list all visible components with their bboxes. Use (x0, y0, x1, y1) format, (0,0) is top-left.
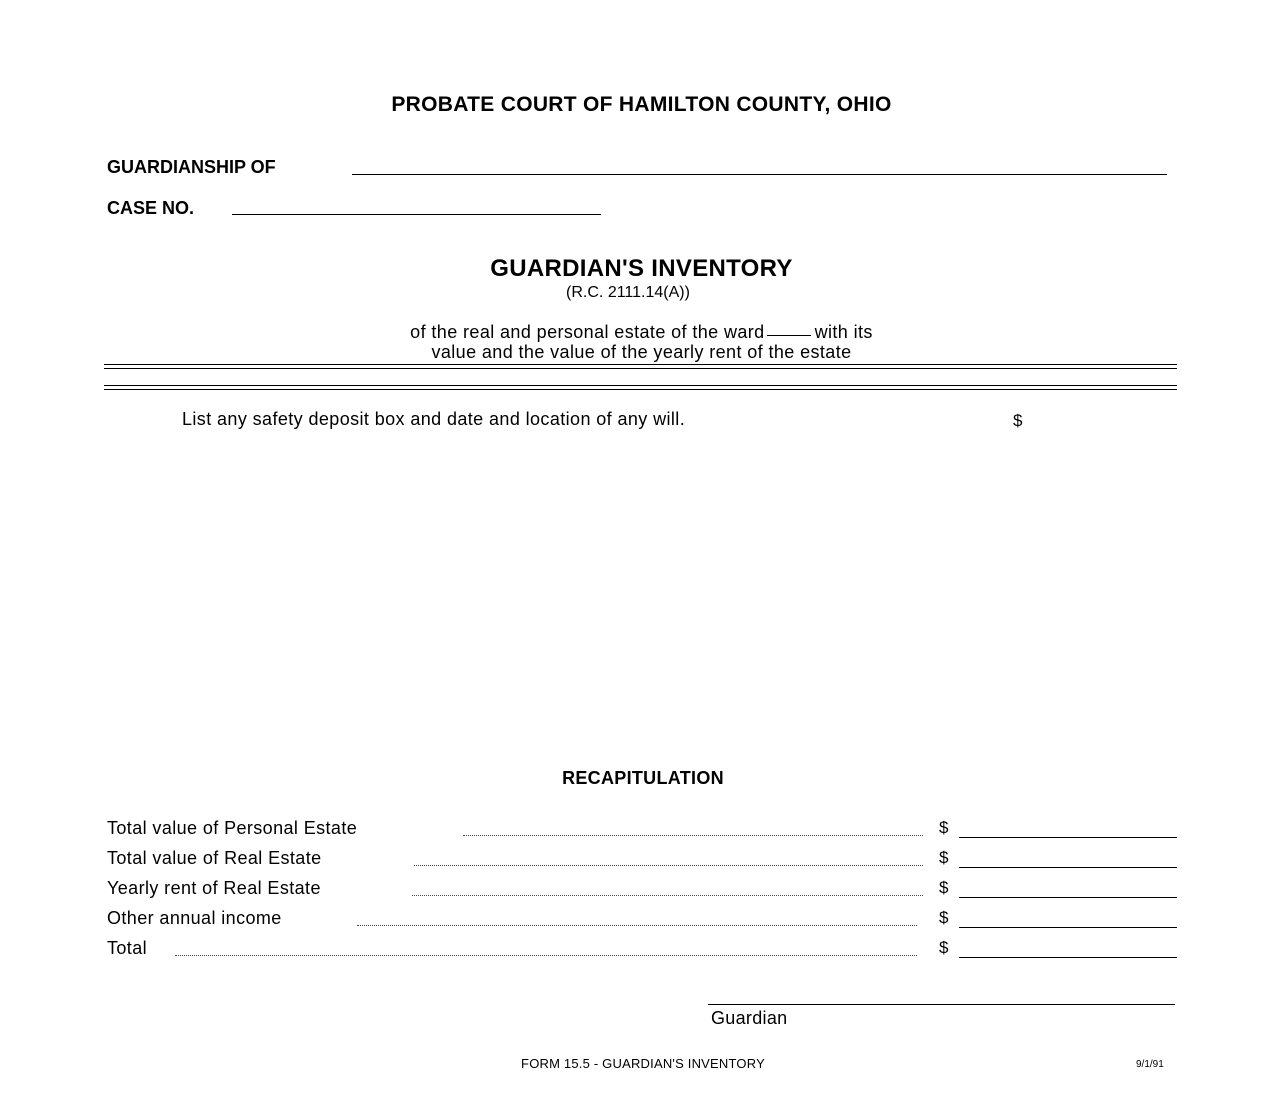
recap-amount-field[interactable] (959, 837, 1177, 838)
guardianship-label: GUARDIANSHIP OF (107, 157, 276, 177)
divider-bottom-2 (104, 389, 1177, 390)
leader-dots (175, 955, 917, 956)
guardianship-field[interactable] (352, 174, 1167, 175)
statute-reference: (R.C. 2111.14(A)) (566, 284, 690, 301)
dollar-sign: $ (939, 908, 949, 927)
divider-top-1 (104, 364, 1177, 365)
recap-row-other-income (107, 908, 1177, 932)
recap-row-yearly-rent (107, 878, 1177, 902)
divider-bottom-1 (104, 385, 1177, 386)
divider-top-2 (104, 368, 1177, 369)
form-description-line1 (0, 322, 1275, 343)
recapitulation-heading: RECAPITULATION (562, 768, 724, 788)
form-description-line2: value and the value of the yearly rent of the estate (431, 342, 852, 362)
case-no-label: CASE NO. (107, 198, 195, 218)
form-title: GUARDIAN'S INVENTORY (490, 255, 793, 282)
recap-amount-field[interactable] (959, 867, 1177, 868)
leader-dots (357, 925, 917, 926)
inventory-instruction: List any safety deposit box and date and location of any will. (182, 409, 686, 429)
recap-label: Yearly rent of Real Estate (107, 878, 321, 898)
form-footer: FORM 15.5 - GUARDIAN'S INVENTORY (521, 1056, 765, 1071)
dollar-sign: $ (939, 818, 949, 837)
recap-row-total (107, 938, 1177, 962)
dollar-sign: $ (939, 938, 949, 957)
recap-label: Total (107, 938, 148, 958)
revision-date: 9/1/91 (1136, 1059, 1164, 1070)
recap-amount-field[interactable] (959, 897, 1177, 898)
leader-dots (463, 835, 923, 836)
recap-row-real-estate (107, 848, 1177, 872)
description-post: with its (814, 322, 873, 342)
leader-dots (414, 865, 923, 866)
case-no-field[interactable] (232, 214, 601, 215)
dollar-sign: $ (939, 848, 949, 867)
recap-label: Total value of Personal Estate (107, 818, 358, 838)
guardian-signature-label: Guardian (711, 1008, 788, 1028)
recap-amount-field[interactable] (959, 957, 1177, 958)
guardian-signature-line[interactable] (708, 1004, 1175, 1005)
leader-dots (412, 895, 923, 896)
recap-amount-field[interactable] (959, 927, 1177, 928)
court-title: PROBATE COURT OF HAMILTON COUNTY, OHIO (391, 93, 892, 116)
recap-label: Total value of Real Estate (107, 848, 322, 868)
ward-plural-blank[interactable] (767, 335, 811, 336)
description-pre: of the real and personal estate of the ward (410, 322, 765, 342)
recap-label: Other annual income (107, 908, 282, 928)
inventory-dollar-sign: $ (1013, 411, 1023, 430)
recap-row-personal-estate (107, 818, 1177, 842)
dollar-sign: $ (939, 878, 949, 897)
